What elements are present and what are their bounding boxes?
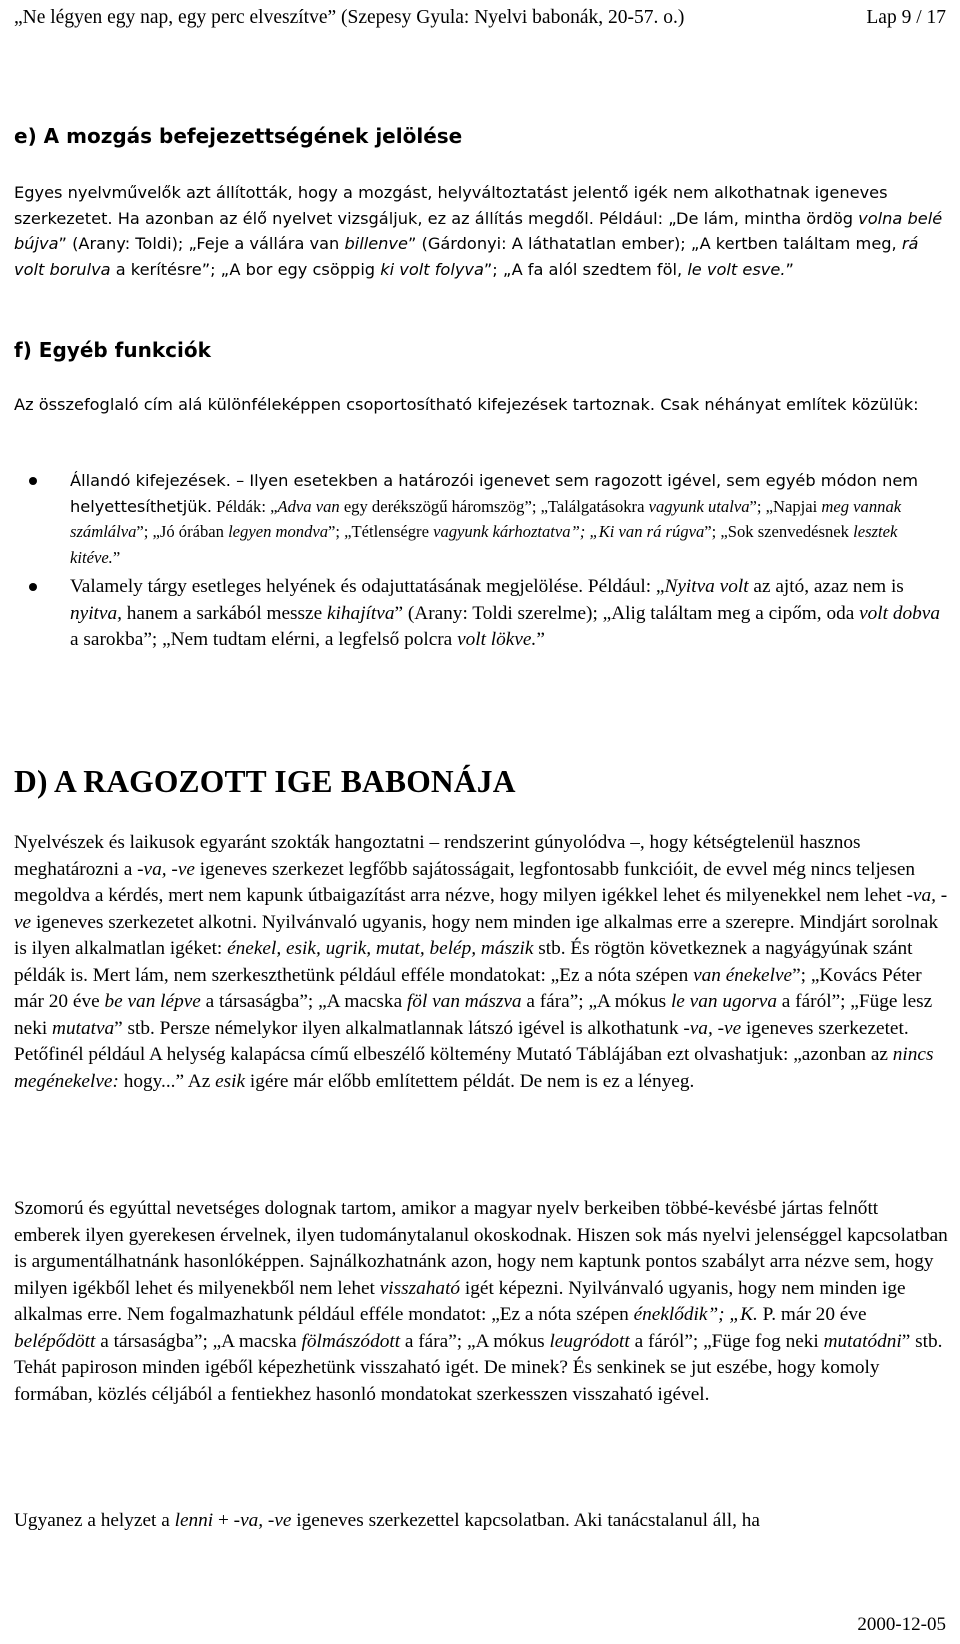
page-indicator: Lap 9 / 17 [866,7,946,28]
section-d-paragraph-2 [14,1196,948,1408]
emphasis: lesztek kitéve. [70,522,898,567]
document-title: „Ne légyen egy nap, egy perc elveszítve” (Szepesy Gyula: Nyelvi babonák, 20-57. o.) [14,7,685,28]
text: igét képezni. Nyilvánvaló ugyanis, hogy nem minden ige alkalmas erre. Nem fogalmazhatunk például efféle mondatot: „Ez a nóta szépen [14,1277,906,1325]
text: – Ilyen esetekben a határozói igenevet sem ragozott igével, sem egyéb módon nem helyettesíthetjük. [70,471,919,516]
emphasis: lenni [174,1510,214,1531]
list-item-text [70,468,948,570]
text: egy derékszögű háromszög”; „Találgatásokra [339,496,649,516]
text: ”; „Tétlenségre [328,522,434,541]
text: ” [112,547,121,567]
emphasis: mutatódni [823,1330,902,1352]
text: ” (Arany: Toldi); „Feje a vállára van [58,234,345,253]
emphasis: mutatva [52,1017,115,1039]
text: igeneves szerkezetet. Petőfinél például A helység kalapácsa című elbeszélő költemény Mutató Táblájában ezt olvashatjuk: „azonban az [14,1017,909,1065]
list-item-text [70,574,948,654]
text: a társaságba”; „A macska [95,1330,302,1352]
emphasis: le van ugorva [670,991,777,1012]
emphasis: belépődött [14,1330,96,1352]
paragraph [14,1508,948,1535]
page-footer-date: 2000-12-05 [857,1614,946,1635]
emphasis: meg vannak számlálva [70,496,902,541]
emphasis: billenve [344,234,408,253]
text: igére már előbb említettem példát. De nem is ez a lényeg. [245,1070,695,1092]
bullet-icon [29,477,37,485]
emphasis: rá volt borulva [14,234,919,279]
emphasis: -va, -ve [683,1017,742,1039]
bullet-icon [29,583,37,591]
list-item [14,574,948,654]
text: ” [536,629,545,650]
section-e-heading-wrap [14,124,948,148]
text: a kerítésre”; „A bor egy csöppig [110,259,381,279]
paragraph [14,1196,948,1408]
emphasis: van énekelve [693,964,793,986]
text: a fáról”; „Füge fog neki [629,1330,824,1352]
section-f-intro: Az összefoglaló cím alá különféleképpen csoportosítható kifejezések tartoznak. Csak néhányat említek közülük: [14,395,919,414]
list-item [14,468,948,570]
text: a fára”; „A mókus [521,991,671,1012]
emphasis: éneklődik”; „K. [633,1304,758,1325]
section-f-heading-wrap [14,338,948,362]
text: ” stb. Persze némelykor ilyen alkalmatlannak látszó igével is alkothatunk [114,1017,684,1039]
text: ” stb. Tehát papiroson minden igéből képezhetünk visszaható igét. De minek? És senkinek se jut eszébe, hogy komoly formában, közlés céljából a fentiekhez hasonló mondatokat szerkesszen visszaható igével. [14,1330,943,1405]
section-d-heading-wrap [14,764,948,800]
text: a fáról”; „Füge lesz neki [14,991,933,1039]
text: ”; „Sok szenvedésnek [704,522,854,541]
text: Egyes nyelvművelők azt állították, hogy a mozgást, helyváltoztatást jelentő igék nem alkothatnak igeneves szerkezetet. Ha azonban az élő nyelvet vizsgáljuk, ez az állítás megdől. Például: „De lám, mintha ördög [14,183,888,228]
emphasis: -va, -ve [14,885,948,933]
emphasis: ki volt folyva [380,259,484,279]
section-e-heading: e) A mozgás befejezettségének jelölése [14,124,463,148]
text: ” (Gárdonyi: A láthatatlan ember); „A kertben találtam meg, [407,234,902,253]
emphasis: vagyunk utalva [648,496,750,516]
text: igeneves szerkezet legfőbb sajátosságait, legfontosabb funkcióit, de evvel még nincs teljesen megoldva a kérdés, mert nem kapunk útbaigazítást arra nézve, hogy milyen igékkel lehet és milyenekkel nem lehet [14,858,916,906]
emphasis: leugródott [549,1330,630,1352]
section-d-paragraph-3 [14,1508,948,1535]
text: a társaságba”; „A macska [200,991,407,1012]
emphasis: volna belé bújva [14,208,943,253]
emphasis: be van lépve [104,991,201,1012]
emphasis: föl van mászva [406,991,522,1012]
section-d-paragraph-1 [14,830,948,1095]
text: ”; „Kovács Péter már 20 éve [14,964,922,1012]
emphasis: volt lökve. [457,629,537,650]
text: az ajtó, azaz nem is [748,576,904,597]
page-header [14,4,946,32]
text: P. már 20 éve [757,1304,867,1325]
text: hanem a sarkából messze [121,602,327,624]
section-f-heading: f) Egyéb funkciók [14,338,211,362]
emphasis: vagyunk kárhoztatva”; „Ki van rá rúgva [433,522,705,541]
emphasis: nyitva, [70,602,122,624]
emphasis: Adva van [277,496,340,516]
section-e-body [14,180,948,282]
text: Szomorú és egyúttal nevetséges dolognak tartom, amikor a magyar nyelv berkeiben többé-kevésbé jártas felnőtt emberek ilyen gyerekesen érvelnek, ilyen tudománytalanul okoskodnak. Hiszen sok más nyelvi jelenséggel kapcsolatban is argumentálhatnánk hasonlóképpen. Sajnálkozhatnánk azon, hogy nem kaptunk pontos szabályt arra nézve sem, hogy milyen igékből lehet és milyenekből nem lehet [14,1198,948,1299]
emphasis: Nyitva volt [664,576,749,597]
emphasis: volt dobva [859,602,940,624]
text: ” (Arany: Toldi szerelme); „Alig találtam meg a cipőm, oda [394,602,860,624]
emphasis: nincs megénekelve: [14,1044,934,1092]
section-d-heading: D) A RAGOZOTT IGE BABONÁJA [14,764,516,799]
text: ”; „Napjai [749,496,822,516]
section-f-intro-wrap [14,392,948,418]
emphasis: visszaható [379,1277,461,1299]
text: ”; „Jó órában [136,522,229,541]
text: Példák: „ [212,496,278,516]
text: Ugyanez a helyzet a [14,1510,175,1531]
text: ” [785,259,794,279]
text: a fára”; „A mókus [400,1330,550,1352]
emphasis: énekel, esik, ugrik, mutat, belép, mászik [227,938,534,959]
text: ”; „A fa alól szedtem föl, [483,259,688,279]
text: a sarokba”; „Nem tudtam elérni, a legfelső polcra [70,629,458,650]
paragraph [14,830,948,1095]
emphasis: le volt esve. [687,259,786,279]
emphasis: legyen mondva [228,522,329,541]
emphasis: kihajítva [327,602,395,624]
text: Állandó kifejezések. [70,471,231,490]
emphasis: esik [215,1070,246,1092]
emphasis: -va, -ve [233,1510,292,1531]
text: igeneves szerkezetet alkotni. Nyilvánvaló ugyanis, hogy nem minden ige alkalmas erre a szerepre. Mindjárt sorolnak is ilyen alkalmatlan igéket: [14,911,939,959]
section-f-list [14,468,948,654]
emphasis: fölmászódott [301,1330,401,1352]
text: Nyelvészek és laikusok egyaránt szokták hangoztatni – rendszerint gúnyolódva –, hogy kétségtelenül hasznos meghatározni a [14,832,861,880]
text: stb. És rögtön következnek a nagyágyúnak szánt példák is. Mert lám, nem szerkeszthetünk például efféle mondatokat: „Ez a nóta szépen [14,938,913,986]
text: igeneves szerkezettel kapcsolatban. Aki tanácstalanul áll, ha [291,1510,760,1531]
section-e-paragraph [14,180,948,282]
text: hogy...” Az [118,1070,216,1092]
text: Valamely tárgy esetleges helyének és odajuttatásának megjelölése. Például: „ [70,576,665,597]
text: + [213,1510,234,1531]
emphasis: -va, -ve [137,858,195,880]
